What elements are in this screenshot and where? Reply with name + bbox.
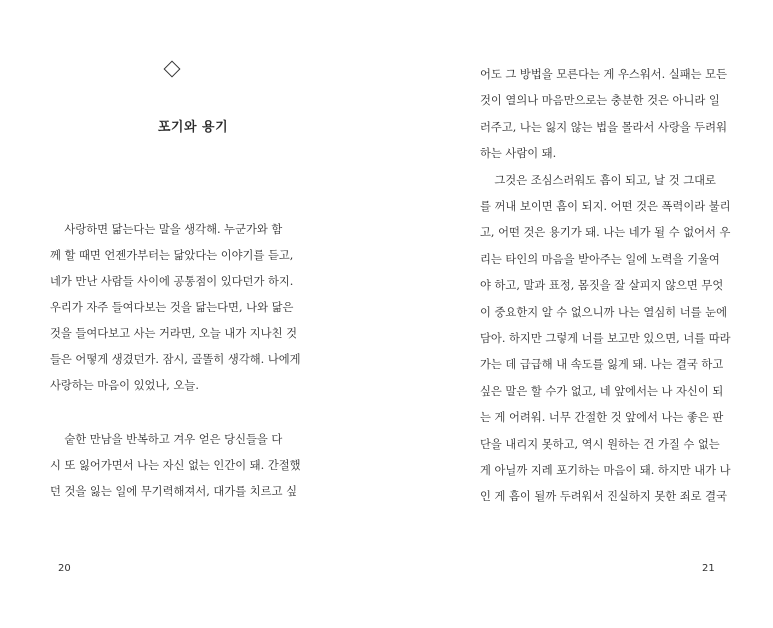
text-line: 어도 그 방법을 모른다는 게 우스워서. 실패는 모든 [480,68,727,81]
text-line: 단을 내리지 못하고, 역시 원하는 건 가질 수 없는 [480,437,720,451]
text-line: 하는 사람이 돼. [480,147,557,161]
text-line: 가는 데 급급해 내 속도를 잃게 돼. 나는 결국 하고 [480,358,724,372]
text-line: 시 또 잃어가면서 나는 자신 없는 인간이 돼. 간절했 [50,459,301,472]
text-line: 는 게 어려워. 너무 간절한 것 앞에서 나는 좋은 판 [480,411,724,425]
text-line: 고, 어떤 것은 용기가 돼. 나는 네가 될 수 없어서 우 [480,226,731,240]
text-line: 러주고, 나는 잃지 않는 법을 몰라서 사랑을 두려워 [480,120,727,134]
text-line: 사랑하는 마음이 있었나, 오늘. [50,379,199,392]
right-page-number: 21 [702,563,715,574]
text-line: 인 게 흠이 될까 두려워서 진실하지 못한 죄로 결국 [480,490,727,504]
text-line: 그것은 조심스러워도 흠이 되고, 날 것 그대로 [480,173,716,187]
text-line: 사랑하면 닮는다는 말을 생각해. 누군가와 함 [50,223,283,236]
left-page [0,0,386,628]
left-page-number: 20 [58,563,71,574]
right-page [386,0,773,628]
text-line: 이 중요한지 알 수 없으니까 나는 열심히 너를 눈에 [480,305,727,319]
text-line: 를 꺼내 보이면 흠이 되지. 어떤 것은 폭력이라 불리 [480,200,731,213]
text-line: 것을 들여다보고 사는 거라면, 오늘 내가 지나친 것 [50,327,297,340]
text-line: 우리가 자주 들여다보는 것을 닮는다면, 나와 닮은 [50,301,294,314]
text-line: 던 것을 잃는 일에 무기력해져서, 대가를 치르고 싶 [50,485,297,498]
text-line: 담아. 하지만 그렇게 너를 보고만 있으면, 너를 따라 [480,332,731,345]
text-line: 들은 어떻게 생겼던가. 잠시, 골똘히 생각해. 나에게 [50,353,301,366]
text-line: 숱한 만남을 반복하고 겨우 얻은 당신들을 다 [50,433,283,446]
chapter-title: 포기와 용기 [157,120,229,135]
text-line: 것이 열의나 마음만으로는 충분한 것은 아니라 일 [480,94,720,108]
text-line: 네가 만난 사람들 사이에 공통점이 있다던가 하지. [50,275,294,288]
text-line: 리는 타인의 마음을 받아주는 일에 노력을 기울여 [480,252,720,266]
diamond-ornament-icon [164,61,181,78]
text-line: 께 할 때면 언젠가부터는 닮았다는 이야기를 듣고, [50,249,294,262]
text-line: 게 아닐까 지레 포기하는 마음이 돼. 하지만 내가 나 [480,464,731,477]
text-line: 야 하고, 말과 표정, 몸짓을 잘 살피지 않으면 무엇 [480,279,724,293]
text-line: 싶은 말은 할 수가 없고, 네 앞에서는 나 자신이 되 [480,384,724,398]
